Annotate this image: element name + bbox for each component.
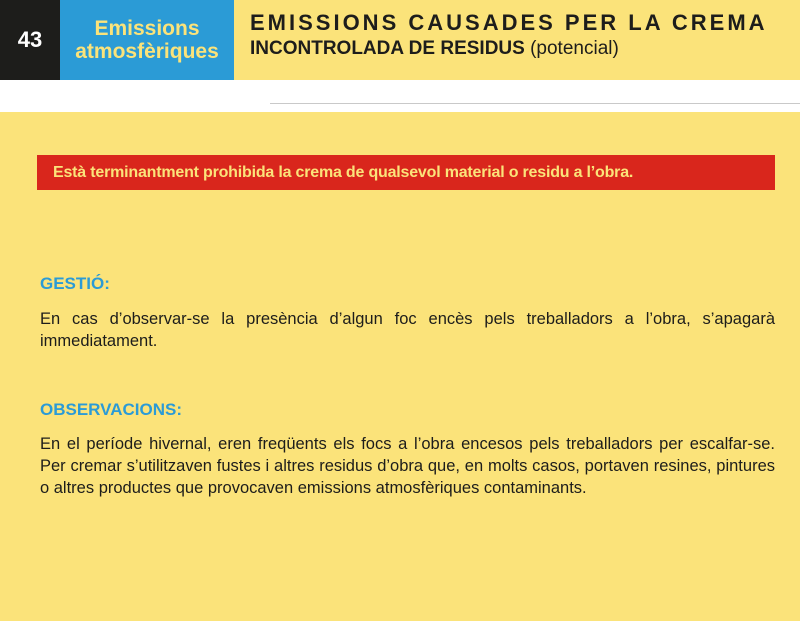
- page-title: [250, 10, 795, 60]
- title-main: INCONTROLADA DE RESIDUS: [250, 38, 525, 59]
- header-divider-strip: [0, 80, 800, 112]
- title-suffix: (potencial): [530, 38, 619, 59]
- gestio-heading: GESTIÓ:: [40, 274, 110, 293]
- gestio-text: En cas d’observar-se la presència d’algun foc encès pels treballadors a l’obra, s’apagarà immediatament.: [40, 310, 775, 350]
- category-line-1: Emissions: [94, 17, 200, 40]
- prohibition-banner: Està terminantment prohibida la crema de qualsevol material o residu a l’obra.: [37, 155, 775, 190]
- sheet-number: 43: [0, 0, 60, 80]
- observacions-text: En el període hivernal, eren freqüents els focs a l’obra encesos pels treballadors per escalfar-se. Per cremar s’utilitzaven fustes i altres residus d’obra que, en molts casos, portaven resines, pintures o altres productes que provocaven emissions atmosfèriques contaminants.: [40, 435, 775, 497]
- category-line-2: atmosfèriques: [75, 40, 219, 63]
- observacions-heading: OBSERVACIONS:: [40, 400, 183, 419]
- title-line-2: [250, 38, 795, 60]
- divider-line: [270, 103, 800, 104]
- category-box: [60, 0, 234, 80]
- title-line-1: EMISSIONS CAUSADES PER LA CREMA: [250, 10, 768, 35]
